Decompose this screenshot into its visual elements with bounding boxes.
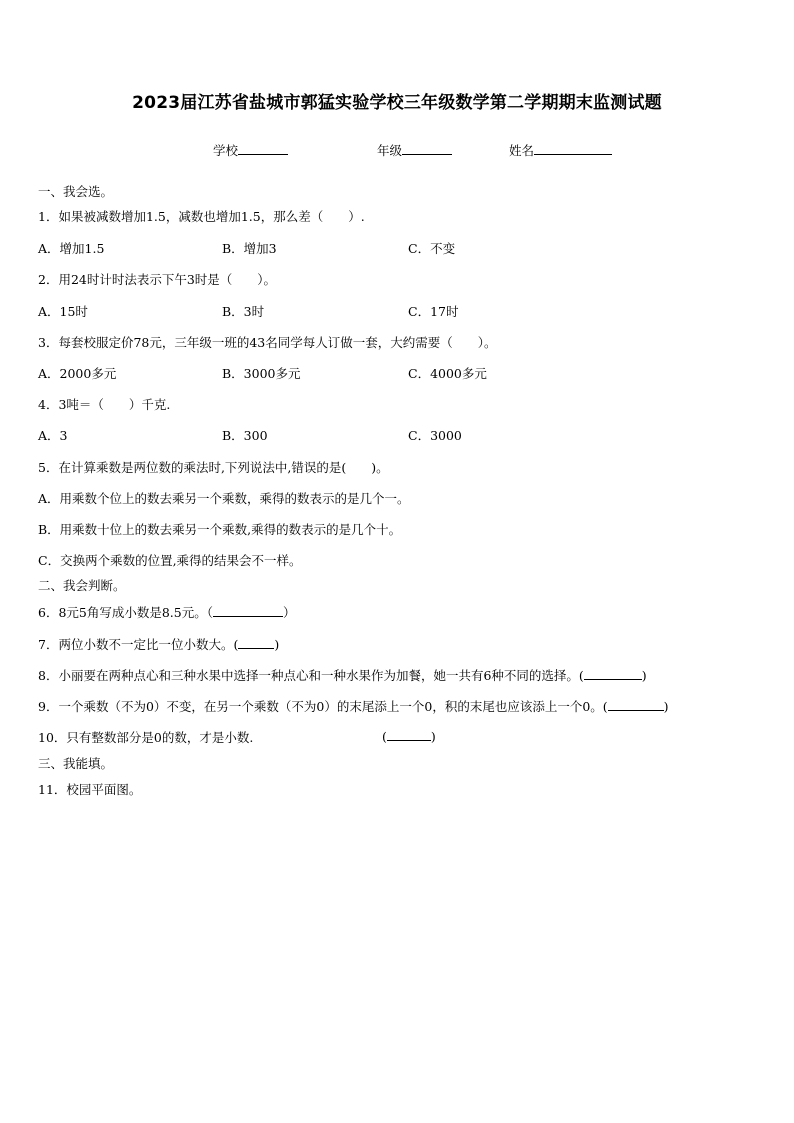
school-field — [213, 141, 288, 159]
q8-close: ) — [641, 668, 647, 683]
question-2: 2．用24时计时法表示下午3时是（ ）。 — [38, 272, 277, 287]
grade-field — [377, 141, 452, 159]
q6-close: ） — [283, 605, 296, 620]
name-label: 姓名 — [509, 143, 535, 158]
q7-close: ) — [274, 637, 280, 652]
question-3: 3．每套校服定价78元，三年级一班的43名同学每人订做一套，大约需要（ ）。 — [38, 335, 497, 350]
q4-option-b: B．300 — [222, 428, 268, 443]
q2-option-b: B．3时 — [222, 304, 265, 319]
q10-answer — [382, 728, 436, 744]
q10-open: ( — [382, 729, 387, 744]
question-7 — [38, 635, 279, 653]
question-8 — [38, 666, 647, 684]
q8-text: 8．小丽要在两种点心和三种水果中选择一种点心和一种水果作为加餐，她一共有6种不同的选择。( — [38, 668, 584, 683]
q9-close: ) — [663, 699, 669, 714]
q6-answer-blank[interactable] — [213, 604, 283, 617]
q10-close: ) — [430, 729, 436, 744]
q1-option-a: A．增加1.5 — [38, 241, 105, 256]
school-label: 学校 — [213, 143, 239, 158]
q8-answer-blank[interactable] — [584, 667, 642, 680]
q9-text: 9．一个乘数（不为0）不变，在另一个乘数（不为0）的末尾添上一个0，积的末尾也应该添上一个0。( — [38, 699, 608, 714]
question-9 — [38, 697, 669, 715]
q2-option-c: C．17时 — [408, 304, 459, 319]
question-1: 1．如果被减数增加1.5，减数也增加1.5，那么差（ ）. — [38, 209, 365, 224]
q7-answer-blank[interactable] — [238, 636, 274, 649]
q4-option-c: C．3000 — [408, 428, 462, 443]
q4-option-a: A．3 — [38, 428, 68, 443]
school-blank[interactable] — [238, 141, 288, 155]
q1-option-b: B．增加3 — [222, 241, 277, 256]
q1-option-c: C．不变 — [408, 241, 456, 256]
q2-option-a: A．15时 — [38, 304, 88, 319]
question-10: 10．只有整数部分是0的数，才是小数. — [38, 730, 254, 745]
q3-option-b: B．3000多元 — [222, 366, 301, 381]
q6-text: 6．8元5角写成小数是8.5元。（ — [38, 605, 213, 620]
q3-option-c: C．4000多元 — [408, 366, 487, 381]
page-title: 2023届江苏省盐城市郭猛实验学校三年级数学第二学期期末监测试题 — [132, 93, 662, 113]
question-5: 5．在计算乘数是两位数的乘法时,下列说法中,错误的是( )。 — [38, 460, 389, 475]
grade-blank[interactable] — [402, 141, 452, 155]
q5-option-a: A．用乘数个位上的数去乘另一个乘数，乘得的数表示的是几个一。 — [38, 491, 410, 506]
section-heading-judge: 二、我会判断。 — [38, 578, 126, 593]
name-field — [509, 141, 612, 159]
question-11: 11．校园平面图。 — [38, 782, 142, 797]
question-4: 4．3吨＝（ ）千克. — [38, 397, 171, 412]
section-heading-fill: 三、我能填。 — [38, 756, 114, 771]
section-heading-choice: 一、我会选。 — [38, 184, 114, 199]
q5-option-b: B．用乘数十位上的数去乘另一个乘数,乘得的数表示的是几个十。 — [38, 522, 402, 537]
question-6 — [38, 603, 296, 621]
q5-option-c: C．交换两个乘数的位置,乘得的结果会不一样。 — [38, 553, 302, 568]
grade-label: 年级 — [377, 143, 403, 158]
q9-answer-blank[interactable] — [608, 698, 664, 711]
q10-answer-blank[interactable] — [387, 728, 431, 741]
q3-option-a: A．2000多元 — [38, 366, 117, 381]
name-blank[interactable] — [534, 141, 612, 155]
q7-text: 7．两位小数不一定比一位小数大。( — [38, 637, 239, 652]
